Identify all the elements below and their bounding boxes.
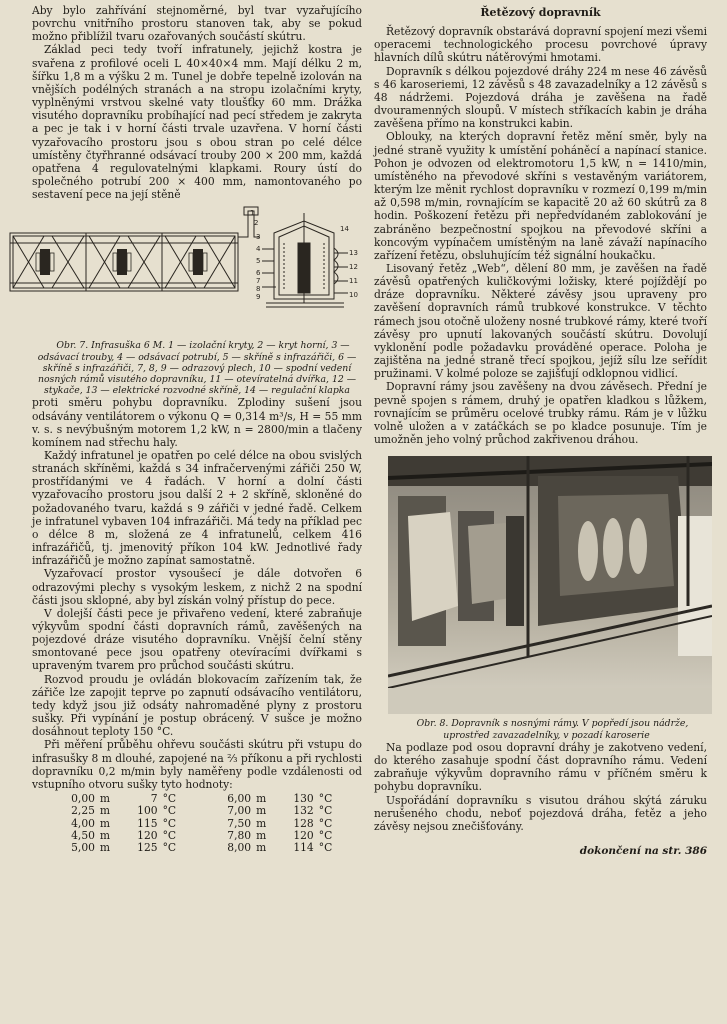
table-cell: m — [256, 828, 267, 842]
label-12: 12 — [349, 263, 358, 272]
table-cell: 7,80 — [227, 828, 252, 842]
table-cell: °C — [318, 792, 333, 806]
table-cell: m — [99, 804, 111, 818]
label-2: 2 — [254, 219, 259, 228]
figure-8-caption: Obr. 8. Dopravník s nosnými rámy. V popředí jsou nádrže, uprostřed zavazadelníky, v pozadí karoserie — [416, 718, 689, 741]
label-14: 14 — [340, 225, 349, 234]
left-column — [32, 4, 362, 855]
table-cell: 7,50 — [227, 816, 252, 830]
paragraph: Rozvod proudu je ovládán blokovacím zařízením tak, že zářiče lze zapojit teprve po zapnutí odsávacího ventilátoru, tedy když jsou již odsáty nahromaděné plyny z prostoru sušky. Při vypínání je postup obrácený. V sušce je možno dosáhnout teploty 150 °C. — [32, 672, 362, 739]
table-row — [60, 805, 360, 817]
table-cell: m — [99, 792, 111, 806]
label-6: 6 — [256, 269, 261, 278]
table-cell: 115 — [137, 816, 158, 830]
label-8: 8 — [256, 285, 261, 294]
table-cell: 4,00 — [71, 816, 95, 830]
table-cell: m — [256, 804, 267, 818]
figure-8-photo — [388, 456, 712, 714]
paragraph: Vyzařovací prostor vysoušecí je dále dotvořen 6 odrazovými plechy s vysokým leskem, z nichž 2 na spodní části jsou sklopné, aby byl získán volný přístup do pece. — [32, 567, 362, 607]
table-cell: 120 — [137, 828, 158, 842]
paragraph: Dopravník s délkou pojezdové dráhy 224 m nese 46 závěsů s 46 karoseriemi, 12 závěsů s 48 zavazadelníky a 12 závěsů s 48 nádržemi. Pojezdová dráha je zavěšena na řadě dvouramenných sloupů. V místech stříkacích kabin je dráha zavěšena přímo na konstrukci kabin. — [374, 64, 707, 131]
measurement-table — [60, 793, 360, 854]
table-cell: 4,50 — [71, 828, 95, 842]
table-cell: °C — [162, 828, 177, 842]
table-cell: 100 — [137, 804, 158, 818]
table-cell: 7,00 — [227, 804, 252, 818]
paragraph: proti směru pohybu dopravníku. Zplodiny sušení jsou odsávány ventilátorem o výkonu Q = 0,314 m³/s, H = 55 mm v. s. s nevýbušným motorem 1,2 kW, n = 2800/min a tlačeny komínem nad střechu haly. — [32, 396, 362, 449]
figure-7-caption: Obr. 7. Infrasuška 6 M. 1 — izolační kryty, 2 — kryt horní, 3 — odsávací trouby, 4 — odsávací potrubí, 5 — skříně s infrazářiči, 6 — skříně s infrazářiči, 7, 8, 9 — odrazový plech, 10 — spodní vedení nosných rámů visutého dopravníku, 11 — otevíratelná dvířka, 12 — stykače, 13 — elektrické rozvodné skříně, 14 — regulační klapka — [37, 340, 357, 397]
table-cell: °C — [162, 816, 177, 830]
infrasuska-drawing — [4, 203, 362, 336]
table-cell: 2,25 — [71, 804, 95, 818]
paragraph: Základ peci tedy tvoří infratunely, jejichž kostra je svařena z profilové oceli L 40×40×4 mm. Mají délku 2 m, šířku 1,8 m a výšku 2 m. Tunel je dobře tepelně izolován na vnějších podélných stranách a na stropu izolačními kryty, vyplněnými vrstvou skelné vaty tloušťky 60 mm. Drážka visutého dopravníku probíhající nad pecí středem je zakryta a pec je tak i v horní části trvale uzavřena. V horní části vyzařovacího prostoru jsou s obou stran po celé délce umístěny čtyřhranné odsávací trouby 200 × 200 mm, každá opatřena 4 regulovatelnými klapkami. Roury ústí do společného potrubí 200 × 400 mm, namontovaného po sestavení pece na její stěně — [32, 43, 362, 202]
paragraph: Uspořádání dopravníku s visutou dráhou skýtá záruku nerušeného chodu, neboť pojezdová dráha, fetěz a jeho závěsy nejsou znečišťovány. — [374, 793, 707, 833]
label-1: 1 — [250, 209, 255, 218]
paragraph: Každý infratunel je opatřen po celé délce na obou svislých stranách skříněmi, každá s 34 infračervenými zářiči 250 W, prostřídanými ve 4 řadách. V horní a dolní části vyzařovacího prostoru jsou další 2 + 2 skříně, skloněné do požadovaného tvaru, každá s 9 zářiči v jedné řadě. Celkem je infratunel vybaven 104 infrazářiči. Má tedy na příklad pec o délce 8 m, složená ze 4 infratunelů, celkem 416 infrazářičů, tj. jmenovitý příkon 104 kW. Jednotlivé řady infrazářičů je možno zapínat samostatně. — [32, 448, 362, 568]
table-cell: m — [256, 816, 267, 830]
table-cell: °C — [318, 828, 333, 842]
table-cell: 132 — [293, 804, 314, 818]
table-cell: 5,00 — [71, 841, 95, 855]
section-heading: Řetězový dopravník — [480, 6, 601, 19]
label-11: 11 — [349, 277, 358, 286]
table-row — [60, 842, 360, 854]
paragraph: Oblouky, na kterých dopravní řetěz mění směr, byly na jedné straně využity k umístění poháněcí a napínací stanice. Pohon je odvozen od elektromotoru 1,5 kW, n = 1410/min, umístěného na převodové skříni s vestavěným variátorem, kterým lze měnit rychlost dopravníku v rozmezí 0,199 m/min až 0,598 m/min, rovnajícím se kapacitě 20 až 60 skútrů za 8 hodin. Poškození řetězu při nepředvídaném zablokování je zabráněno bezpečnostní spojkou na převodové skříni a koncovým vypínačem umístěným na laně závaží napínacího zařízení řetězu, obsluhujícím též signální houkačku. — [374, 130, 707, 262]
table-cell: m — [256, 841, 267, 855]
table-cell: °C — [162, 841, 177, 855]
continuation-note: dokončení na str. 386 — [579, 845, 707, 858]
table-cell: 120 — [293, 828, 314, 842]
table-cell: 6,00 — [227, 792, 252, 806]
table-cell: °C — [162, 792, 177, 806]
table-cell: m — [99, 816, 111, 830]
table-cell: m — [99, 841, 111, 855]
table-cell: m — [256, 792, 267, 806]
table-cell: °C — [318, 816, 333, 830]
figure-7-drawing — [32, 203, 362, 336]
table-cell: °C — [318, 804, 333, 818]
paragraph: Při měření průběhu ohřevu součásti skútru při vstupu do infrasušky 8 m dlouhé, zapojené na ⅔ příkonu a při rychlosti dopravníku 0,2 m/min byly naměřeny podle vzdálenosti od vstupního otvoru sušky tyto hodnoty: — [32, 738, 362, 791]
table-cell: 0,00 — [71, 792, 95, 806]
conveyor-photo — [388, 456, 712, 714]
table-cell: °C — [318, 841, 333, 855]
label-9: 9 — [256, 293, 261, 302]
table-cell: 130 — [293, 792, 314, 806]
label-3: 3 — [256, 233, 261, 242]
table-cell: 114 — [293, 841, 314, 855]
table-cell: 7 — [150, 792, 158, 806]
paragraph: Aby bylo zahřívání stejnoměrné, byl tvar vyzařujícího povrchu vnitřního prostoru stanoven tak, aby se pokud možno přiblížil tvaru ozařovaných součástí skútru. — [32, 4, 362, 44]
label-7: 7 — [256, 277, 261, 286]
table-cell: 128 — [293, 816, 314, 830]
table-cell: °C — [162, 804, 177, 818]
label-10: 10 — [349, 291, 358, 300]
paragraph: Dopravní rámy jsou zavěšeny na dvou závěsech. Přední je pevně spojen s rámem, druhý je opatřen kladkou s lůžkem, rovnajícím se průměru ocelové trubky rámu. Rám je v lůžku volně uložen a v zatáčkách se po kladce posunuje. Tím je umožněn jeho volný průchod zakřivenou dráhou. — [374, 380, 707, 446]
paragraph: Lisovaný řetěz „Web“, dělení 80 mm, je zavěšen na řadě závěsů opatřených kuličkovými ložisky, které pojíždějí po dráze dopravníku. Některé závěsy jsou upraveny pro zavěšení dopravních rámů trubkové konstrukce. V těchto rámech jsou otočně uloženy nosné trubkové rámy, které tvoří závěsy pro upnutí lakovaných součástí skútru. Dovolují vyklonění podle požadavku prováděné operace. Poloha je zajištěna na jedné straně třecí spojkou, jejíž sílu lze seřídit pružinami. V kolmé poloze se zajišťují odklopnou vidlicí. — [374, 261, 707, 381]
right-column — [374, 4, 707, 858]
paragraph: Řetězový dopravník obstarává dopravní spojení mezi všemi operacemi technologického procesu povrchové úpravy hlavních dílů skútru nátěrovými hmotami. — [374, 25, 707, 65]
label-5: 5 — [256, 257, 261, 266]
paragraph: V dolejší části pece je přivařeno vedení, které zabraňuje výkyvům spodní části dopravních rámů, zavěšených na pojezdové dráze visutého dopravníku. Vnější čelní stěny smontované pece jsou opatřeny otevíracími dvířkami s upraveným tvarem pro průchod součásti skútru. — [32, 606, 362, 673]
label-4: 4 — [256, 245, 261, 254]
table-cell: 8,00 — [227, 841, 252, 855]
table-cell: 125 — [137, 841, 158, 855]
table-cell: m — [99, 828, 111, 842]
label-13: 13 — [349, 249, 358, 258]
paragraph: Na podlaze pod osou dopravní dráhy je zakotveno vedení, do kterého zasahuje spodní část dopravního rámu. Vedení zabraňuje výkyvům dopravního rámu v příčném směru k pohybu dopravníku. — [374, 740, 707, 794]
